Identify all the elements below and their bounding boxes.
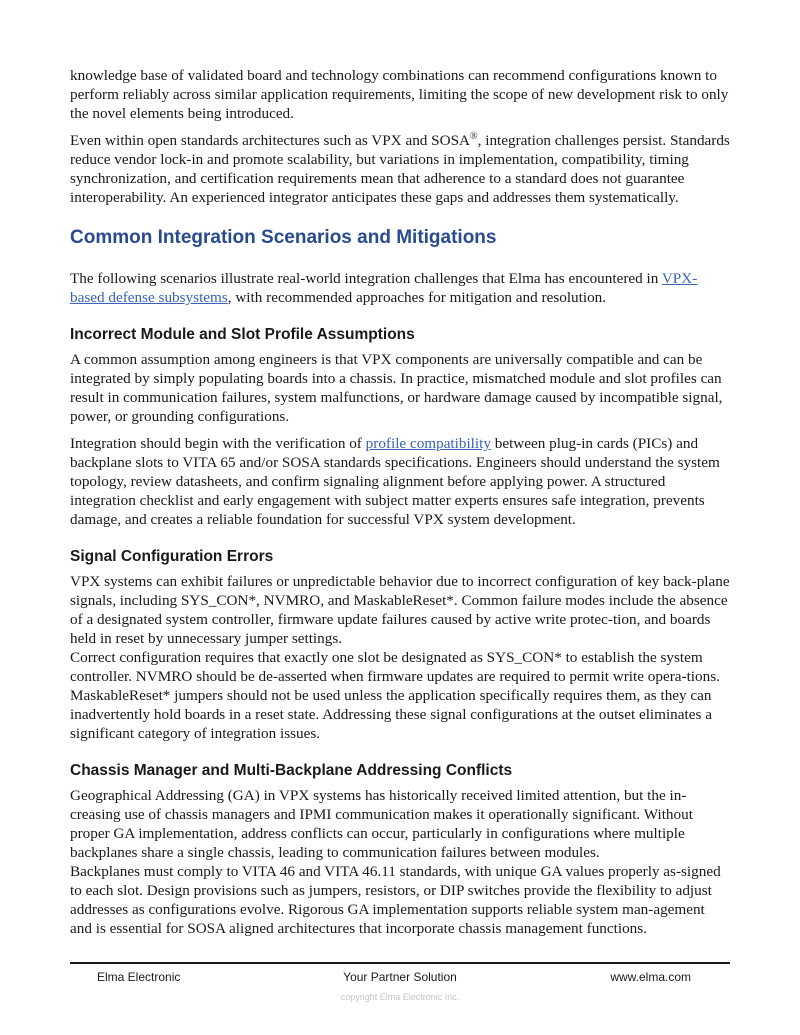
- intro-paragraph-1: knowledge base of validated board and technology combinations can recommend configurations known to perform reliably across similar application requirements, limiting the scope of new development risk to only the novel elements being introduced.: [70, 67, 729, 122]
- vpx-defense-subsystems-link[interactable]: VPX-based defense subsystems: [70, 270, 698, 306]
- subsection-heading-slot-profile: Incorrect Module and Slot Profile Assumptions: [70, 326, 415, 343]
- section-lead-paragraph: [70, 269, 730, 307]
- footer-company: Elma Electronic: [97, 970, 181, 984]
- slot-profile-text-a: Integration should begin with the verification of: [70, 435, 366, 452]
- slot-profile-paragraph-2: [70, 434, 730, 529]
- copyright-watermark: copyright Elma Electronic Inc.: [340, 992, 460, 1002]
- intro-paragraph-2-text-a: Even within open standards architectures such as VPX and SOSA: [70, 132, 471, 149]
- footer-tagline: Your Partner Solution: [343, 970, 457, 984]
- intro-paragraph-2: [70, 131, 730, 207]
- section-heading: Common Integration Scenarios and Mitigations: [70, 227, 497, 248]
- registered-mark: ®: [470, 130, 478, 142]
- chassis-manager-paragraph-2: Backplanes must comply to VITA 46 and VITA 46.11 standards, with unique GA values properly as-signed to each slot. Design provisions such as jumpers, resistors, or DIP switches provide the flexibility to adjust addresses as configurations evolve. Rigorous GA implementation supports reliable system man-agement and is essential for SOSA aligned architectures that incorporate chassis management functions.: [70, 863, 721, 937]
- chassis-manager-paragraph-1: Geographical Addressing (GA) in VPX systems has historically received limited attention, but the in-creasing use of chassis managers and IPMI communication makes it operationally significant. Without proper GA implementation, address conflicts can occur, particularly in configurations where multiple backplanes share a single chassis, leading to communication failures between modules.: [70, 787, 693, 861]
- signal-config-paragraph-2: Correct configuration requires that exactly one slot be designated as SYS_CON* to establish the system controller. NVMRO should be de-asserted when firmware updates are required to permit write opera-tions. MaskableReset* jumpers should not be used unless the application specifically requires them, as they can inadvertently hold boards in a reset state. Addressing these signal configurations at the outset eliminates a significant category of integration issues.: [70, 649, 720, 742]
- footer-divider: [70, 962, 730, 964]
- page-content: [70, 66, 730, 938]
- footer-website: www.elma.com: [610, 970, 691, 984]
- intro-paragraph-2-text-b: , integration challenges persist. Standards reduce vendor lock-in and promote scalability, but variations in implementation, compatibility, timing synchronization, and certification requirements mean that adherence to a standard does not guarantee interoperability. An experienced integrator anticipates these gaps and addresses them systematically.: [70, 132, 730, 206]
- page-footer: [70, 970, 730, 986]
- signal-config-paragraph-1: VPX systems can exhibit failures or unpredictable behavior due to incorrect configuration of key back-plane signals, including SYS_CON*, NVMRO, and MaskableReset*. Common failure modes include the absence of a designated system controller, firmware update failures caused by active write protec-tion, and boards held in reset by unnecessary jumper settings.: [70, 573, 730, 647]
- subsection-heading-chassis-manager: Chassis Manager and Multi-Backplane Addressing Conflicts: [70, 762, 513, 779]
- slot-profile-text-b: between plug-in cards (PICs) and backplane slots to VITA 65 and/or SOSA standards specifications. Engineers should understand the system topology, review datasheets, and confirm signaling alignment before applying power. A structured integration checklist and early engagement with subject matter experts ensures safe integration, prevents damage, and creates a reliable foundation for successful VPX system development.: [70, 435, 720, 528]
- section-lead-text-a: The following scenarios illustrate real-world integration challenges that Elma has encountered in: [70, 270, 662, 287]
- profile-compatibility-link[interactable]: profile compatibility: [365, 435, 491, 452]
- slot-profile-paragraph-1: A common assumption among engineers is that VPX components are universally compatible and can be integrated by simply populating boards into a chassis. In practice, mismatched module and slot profiles can result in communication failures, system malfunctions, or hardware damage caused by incompatible signal, power, or grounding configurations.: [70, 351, 723, 425]
- subsection-heading-signal-config: Signal Configuration Errors: [70, 548, 274, 565]
- section-lead-text-b: , with recommended approaches for mitigation and resolution.: [227, 289, 607, 306]
